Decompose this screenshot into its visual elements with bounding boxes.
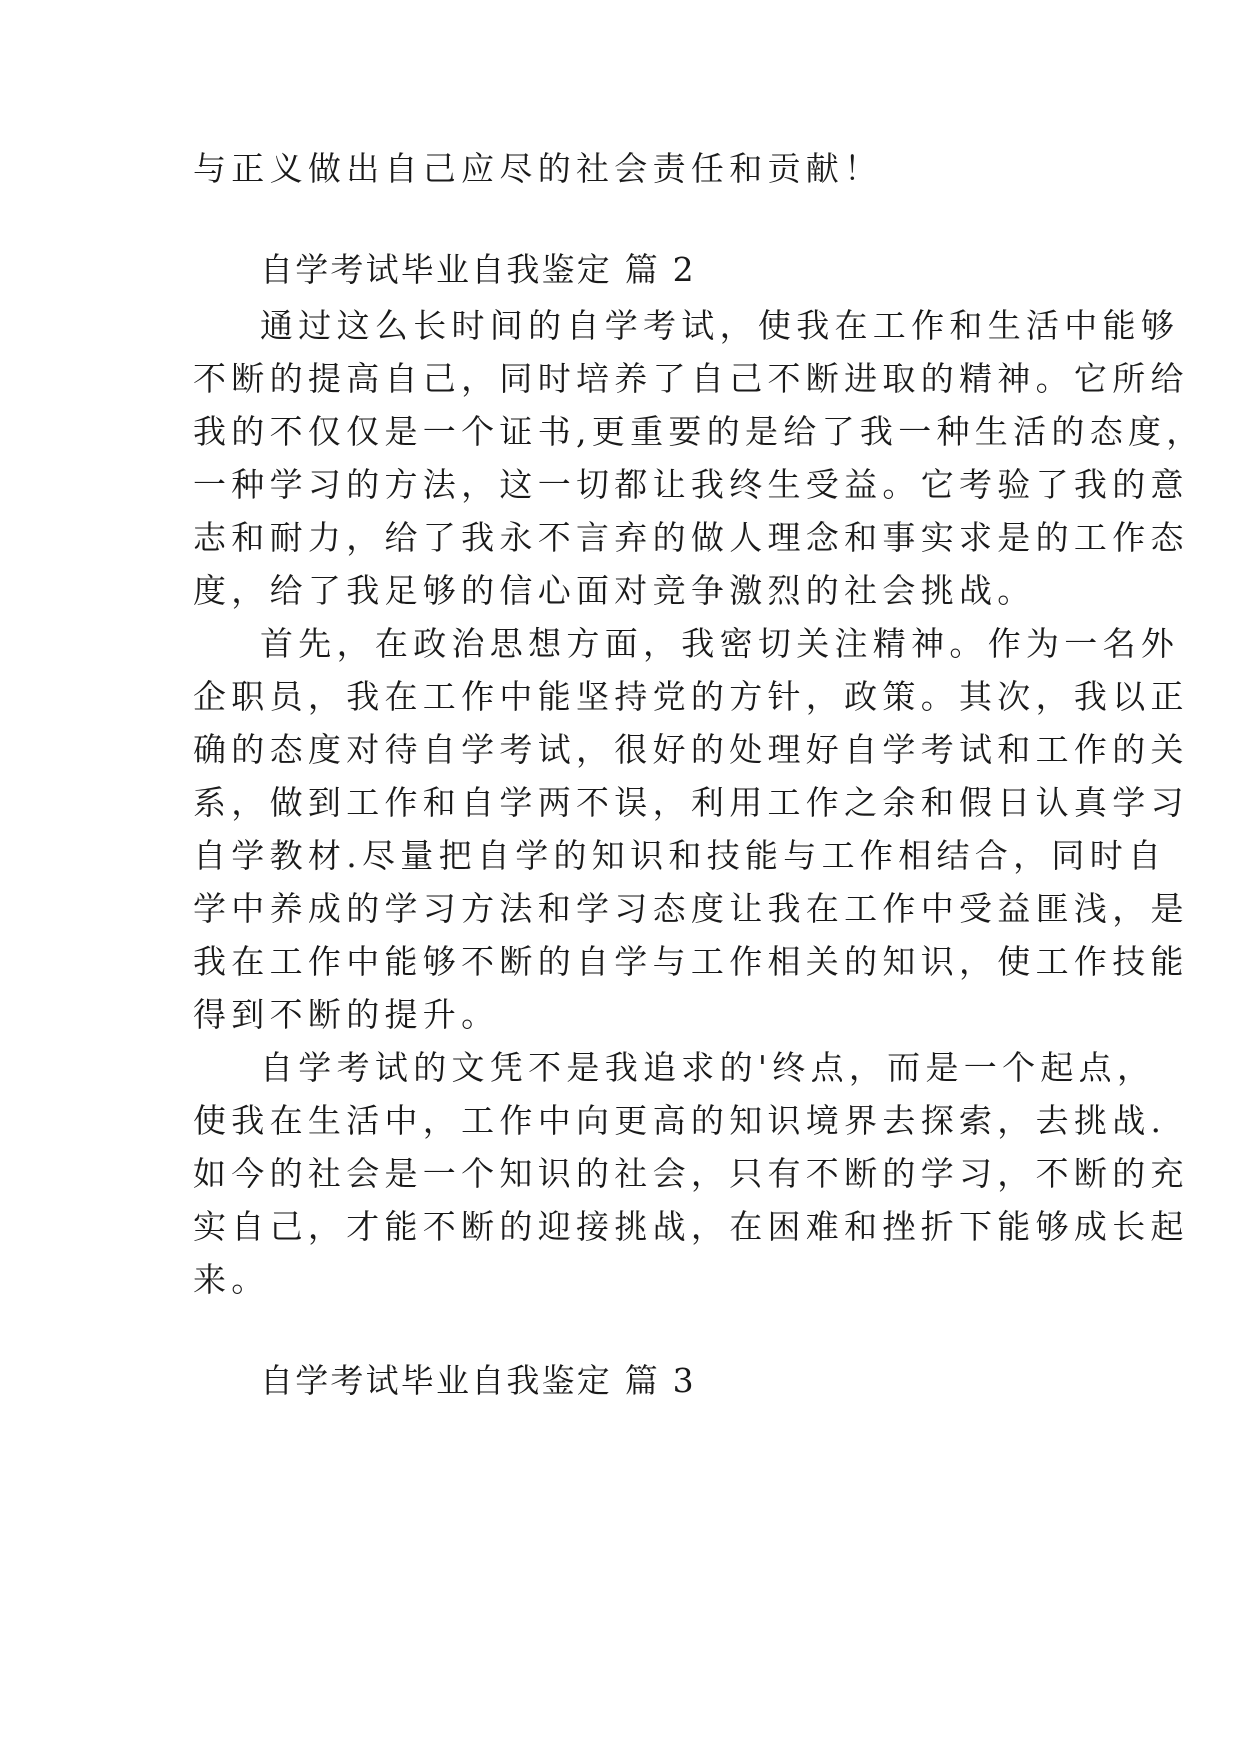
paragraph-line: 我在工作中能够不断的自学与工作相关的知识，使工作技能 bbox=[193, 942, 1189, 981]
paragraph-line: 学中养成的学习方法和学习态度让我在工作中受益匪浅，是 bbox=[193, 889, 1189, 928]
section-heading-3: 自学考试毕业自我鉴定 篇 3 bbox=[260, 1361, 696, 1400]
paragraph-line: 如今的社会是一个知识的社会，只有不断的学习，不断的充 bbox=[193, 1154, 1189, 1193]
paragraph-line: 系，做到工作和自学两不误，利用工作之余和假日认真学习 bbox=[193, 783, 1189, 822]
paragraph-line: 度，给了我足够的信心面对竞争激烈的社会挑战。 bbox=[193, 571, 1036, 610]
paragraph-line: 我的不仅仅是一个证书,更重要的是给了我一种生活的态度， bbox=[193, 412, 1205, 451]
paragraph-line: 得到不断的提升。 bbox=[193, 995, 500, 1034]
paragraph-line: 确的态度对待自学考试，很好的处理好自学考试和工作的关 bbox=[193, 730, 1189, 769]
section-heading-2: 自学考试毕业自我鉴定 篇 2 bbox=[260, 250, 696, 289]
paragraph-line: 通过这么长时间的自学考试，使我在工作和生活中能够 bbox=[260, 306, 1180, 345]
paragraph-line: 使我在生活中，工作中向更高的知识境界去探索，去挑战. bbox=[193, 1101, 1167, 1140]
paragraph-line: 首先，在政治思想方面，我密切关注精神。作为一名外 bbox=[260, 624, 1180, 663]
paragraph-line: 来。 bbox=[193, 1260, 270, 1299]
paragraph-line: 不断的提高自己，同时培养了自己不断进取的精神。它所给 bbox=[193, 359, 1189, 398]
paragraph-line: 自学教材.尽量把自学的知识和技能与工作相结合，同时自 bbox=[193, 836, 1167, 875]
paragraph-line: 与正义做出自己应尽的社会责任和贡献！ bbox=[193, 149, 883, 188]
paragraph-line: 自学考试的文凭不是我追求的'终点，而是一个起点， bbox=[260, 1048, 1156, 1087]
paragraph-line: 企职员，我在工作中能坚持党的方针，政策。其次，我以正 bbox=[193, 677, 1189, 716]
paragraph-line: 一种学习的方法，这一切都让我终生受益。它考验了我的意 bbox=[193, 465, 1189, 504]
paragraph-line: 实自己，才能不断的迎接挑战，在困难和挫折下能够成长起 bbox=[193, 1207, 1189, 1246]
paragraph-line: 志和耐力，给了我永不言弃的做人理念和事实求是的工作态 bbox=[193, 518, 1189, 557]
